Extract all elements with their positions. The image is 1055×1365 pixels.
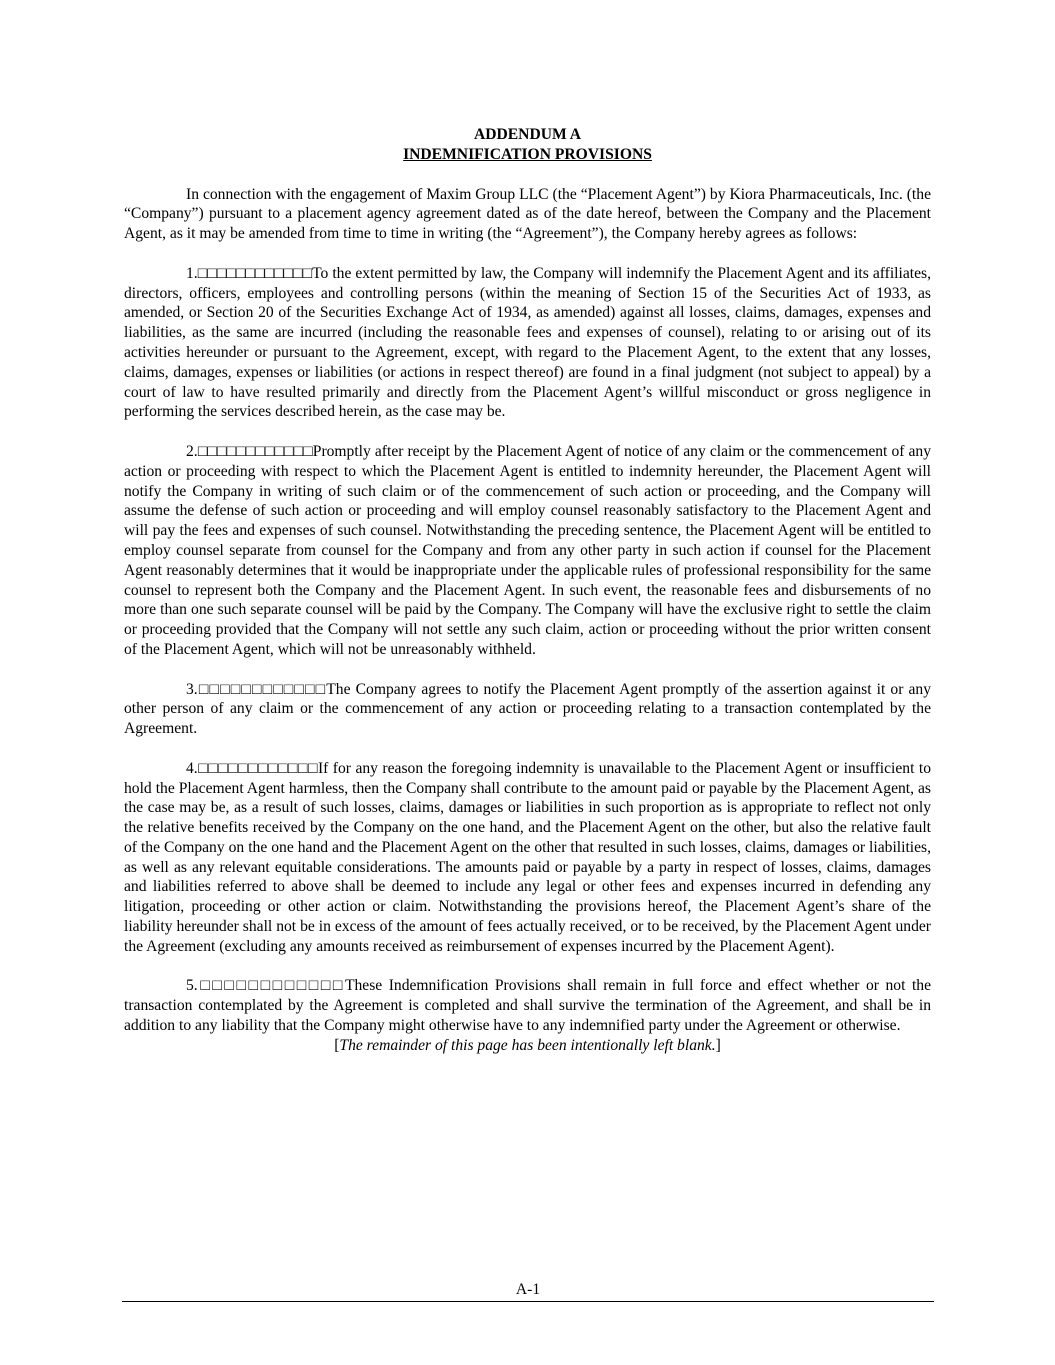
blank-note-text: The remainder of this page has been intentionally left blank. — [339, 1036, 716, 1054]
section-3-spacer: □□□□□□□□□□□□ — [197, 680, 327, 698]
section-3-paragraph — [124, 680, 931, 739]
section-1-paragraph — [124, 264, 931, 422]
document-page — [124, 125, 931, 1056]
section-4-text: If for any reason the foregoing indemnity is unavailable to the Placement Agent or insufficient to hold the Placement Agent harmless, then the Company shall contribute to the amount paid or payable by the Placement Agent, as the case may be, as a result of such losses, claims, damages or liabilities in such proportion as is appropriate to reflect not only the relative benefits received by the Company on the one hand, and the Placement Agent on the other, but also the relative fault of the Company on the one hand and the Placement Agent on the other that resulted in such losses, claims, damages or liabilities, as well as any relevant equitable considerations. The amounts paid or payable by a party in respect of losses, claims, damages and liabilities referred to above shall be deemed to include any legal or other fees and expenses incurred in defending any litigation, proceeding or other action or claim. Notwithstanding the provisions hereof, the Placement Agent’s share of the liability hereunder shall not be in excess of the amount of fees actually received, or to be received, by the Placement Agent under the Agreement (excluding any amounts received as reimbursement of expenses incurred by the Placement Agent). — [124, 759, 931, 955]
section-3-text: The Company agrees to notify the Placement Agent promptly of the assertion against it or any other person of any claim or the commencement of any action or proceeding relating to a transaction contemplated by the Agreement. — [124, 680, 932, 738]
blank-note-close-bracket: ] — [715, 1036, 721, 1054]
section-5-text: These Indemnification Provisions shall remain in full force and effect whether or not the transaction contemplated by the Agreement is completed and shall survive the termination of the Agreement, and shall be in addition to any liability that the Company might otherwise have to any indemnified party under the Agreement or otherwise. — [124, 977, 931, 1035]
blank-page-note — [124, 1036, 931, 1056]
section-4-spacer: □□□□□□□□□□□□ — [197, 759, 318, 777]
section-2-paragraph — [124, 442, 931, 660]
document-title: ADDENDUM A — [474, 126, 581, 143]
section-4-number: 4. — [186, 759, 198, 777]
section-5-number: 5. — [186, 977, 198, 995]
footer-divider — [122, 1301, 934, 1302]
section-1-text: To the extent permitted by law, the Company will indemnify the Placement Agent and its affiliates, directors, officers, employees and controlling persons (within the meaning of Section 15 of the Securities Act of 1933, as amended, or Section 20 of the Securities Exchange Act of 1934, as amended) against all losses, claims, damages, expenses and liabilities, as the same are incurred (including the reasonable fees and expenses of counsel), relating to or arising out of its activities hereunder or pursuant to the Agreement, except, with regard to the Placement Agent, to the extent that any losses, claims, damages, expenses or liabilities (or actions in respect thereof) are found in a final judgment (not subject to appeal) by a court of law to have resulted primarily and directly from the Placement Agent’s willful misconduct or gross negligence in performing the services described herein, as the case may be. — [124, 264, 931, 421]
section-1-number: 1. — [186, 264, 198, 282]
blank-note-open-bracket: [ — [334, 1036, 340, 1054]
section-2-number: 2. — [186, 442, 198, 460]
page-number: A-1 — [515, 1281, 541, 1298]
section-3-number: 3. — [186, 680, 198, 698]
section-5-spacer: □□□□□□□□□□□□ — [197, 977, 345, 995]
intro-paragraph: In connection with the engagement of Maxim Group LLC (the “Placement Agent”) by Kiora Pharmaceuticals, Inc. (the “Company”) pursuant to a placement agency agreement dated as of the date hereof, between the Company and the Placement Agent, as it may be amended from time to time in writing (the “Agreement”), the Company hereby agrees as follows: — [124, 185, 931, 243]
section-1-spacer: □□□□□□□□□□□□ — [197, 264, 313, 282]
section-5-paragraph — [124, 976, 931, 1035]
section-2-text: Promptly after receipt by the Placement Agent of notice of any claim or the commencement of any action or proceeding with respect to which the Placement Agent is entitled to indemnity hereunder, the Placement Agent will notify the Company in writing of such claim or of the commencement of such action or proceeding, and the Company will assume the defense of such action or proceeding and will employ counsel reasonably satisfactory to the Placement Agent and will pay the fees and expenses of such counsel. Notwithstanding the preceding sentence, the Placement Agent will be entitled to employ counsel separate from counsel for the Company and from any other party in such action if counsel for the Placement Agent reasonably determines that it would be inappropriate under the applicable rules of professional responsibility for the same counsel to represent both the Company and the Placement Agent. In such event, the reasonable fees and disbursements of no more than one such separate counsel will be paid by the Company. The Company will have the exclusive right to settle the claim or proceeding provided that the Company will not settle any such claim, action or proceeding without the prior written consent of the Placement Agent, which will not be unreasonably withheld. — [124, 442, 931, 658]
section-4-paragraph — [124, 759, 931, 957]
document-subtitle: INDEMNIFICATION PROVISIONS — [403, 145, 652, 163]
section-2-spacer: □□□□□□□□□□□□ — [197, 442, 313, 460]
